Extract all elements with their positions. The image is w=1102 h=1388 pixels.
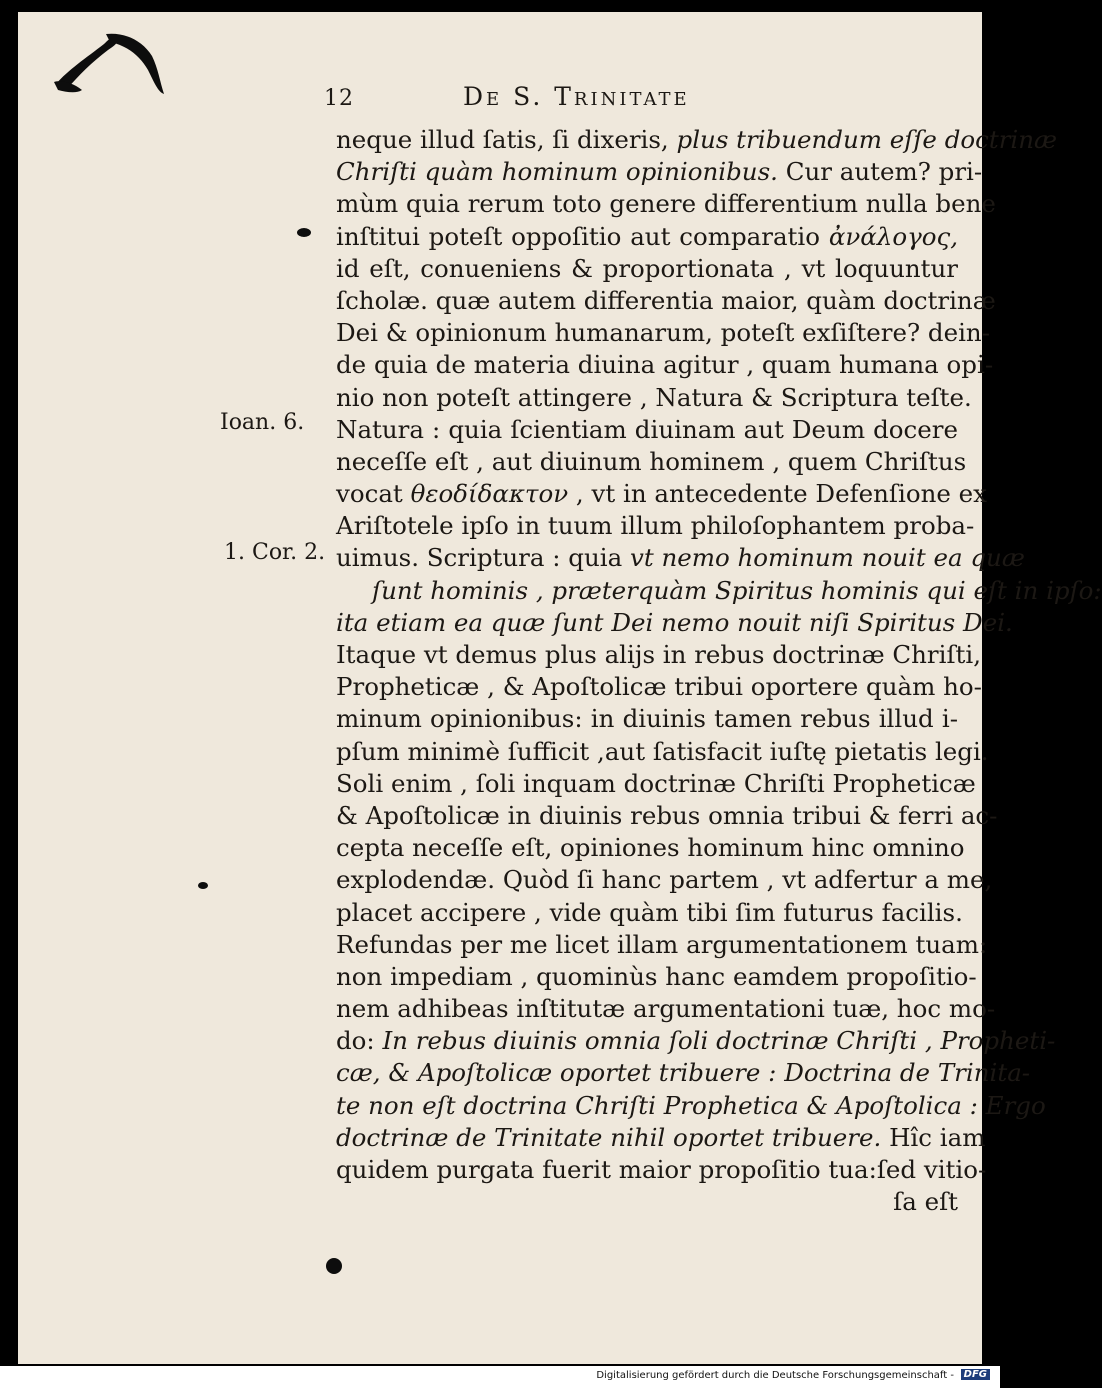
dfg-logo: DFG [961,1369,990,1380]
roman-text: placet accipere , vide quàm tibi ſim futurus facilis. [336,897,963,927]
roman-text: Ariſtotele ipſo in tuum illum philoſophantem proba- [336,511,975,541]
page-number: 12 [324,86,354,111]
roman-text: Itaque vt demus plus alijs in rebus doctrinæ Chriſti, [336,640,981,669]
text-line [336,993,996,1025]
main-text-block [336,124,1102,1218]
text-line [336,478,987,510]
italic-text: plus tribuendum eſſe doctrinæ [676,125,1058,154]
text-line [336,1122,986,1154]
roman-text: non impediam , quominùs hanc eamdem propoſitio- [336,961,977,991]
text-line [336,1090,1046,1122]
roman-text: Soli enim , ſoli inquam doctrinæ Chriſti Propheticæ [336,768,976,798]
roman-text: uimus. Scriptura : quia [336,543,630,573]
footer-credit: Digitalisierung gefördert durch die Deutsche Forschungsgemeinschaft - [596,1370,954,1381]
text-line [336,897,963,929]
greek-text: ἀνάλογος, [828,221,958,251]
roman-text: id eſt, conueniens & proportionata , vt loquuntur [336,253,958,283]
roman-text: Dei & opinionum humanarum, poteſt exſiſtere? dein- [336,318,990,348]
text-line [336,188,996,220]
text-line [336,414,958,446]
roman-text: inſtitui poteſt oppoſitio aut comparatio [336,221,829,251]
roman-text: quidem purgata fuerit maior propoſitio tua:ſed vitio- [336,1155,987,1184]
roman-text: vocat [336,479,411,509]
text-line [336,542,1025,574]
running-head: De S. Trinitate [463,82,690,111]
text-line [336,382,972,414]
text-line [336,768,976,800]
text-line [336,800,998,832]
text-line [336,671,982,703]
margin-note-ioan: Ioan. 6. [220,410,305,435]
text-line [336,864,993,896]
text-line [336,832,965,864]
text-line [336,221,958,253]
text-line [336,510,975,542]
greek-text: θεοδίδακτον [410,479,569,509]
text-line [336,1154,987,1186]
text-line [336,1025,1056,1057]
roman-text: mùm quia rerum toto genere differentium nulla bene [336,189,996,219]
roman-text: neceſſe eſt , aut diuinum hominem , quem Chriſtus [336,446,967,476]
italic-text: vt nemo hominum nouit ea quæ [629,543,1025,573]
roman-text: ſcholæ. quæ autem differentia maior, quàm doctrinæ [336,285,996,315]
text-line [336,317,990,349]
text-line [336,703,958,735]
text-line [336,639,981,671]
roman-text: Cur autem? pri- [777,157,983,187]
roman-text: minum opinionibus: in diuinis tamen rebus illud i- [336,704,958,734]
text-line [336,736,989,768]
roman-text: de quia de materia diuina agitur , quam humana opi- [336,350,994,380]
roman-text: & Apoſtolicæ in diuinis rebus omnia tribui & ferri ac- [336,800,998,830]
roman-text: Natura : quia ſcientiam diuinam aut Deum docere [336,414,958,444]
text-line [336,285,996,317]
roman-text: cepta neceſſe eſt, opiniones hominum hinc omnino [336,833,965,863]
text-line [336,575,1102,607]
text-line [336,156,983,188]
text-line [336,1057,1031,1089]
text-line [336,124,1058,156]
text-line [336,961,977,993]
margin-note-cor: 1. Cor. 2. [224,540,326,565]
text-line [336,446,967,478]
ink-spot [198,882,208,889]
roman-text: Propheticæ , & Apoſtolicæ tribui oportere quàm ho- [336,672,982,702]
italic-text: cæ, & Apoſtolicæ oportet tribuere : Doctrina de Trinita- [336,1058,1031,1088]
roman-text: nio non poteſt attingere , Natura & Scriptura teſte. [336,382,972,412]
italic-text: Chriſti quàm hominum opinionibus. [336,157,778,187]
ink-spot [297,228,311,237]
text-line [336,607,1013,639]
text-line [336,929,988,961]
text-line [336,349,994,381]
roman-text: neque illud ſatis, ſi dixeris, [336,125,677,154]
italic-text: In rebus diuinis omnia ſoli doctrinæ Chriſti , Propheti- [382,1026,1056,1056]
italic-text: te non eſt doctrina Chriſti Prophetica & Apoſtolica : Ergo [336,1090,1046,1120]
ink-blot-mark [46,22,176,112]
italic-text: ſunt hominis , præterquàm Spiritus hominis qui eſt in ipſo: [372,575,1102,605]
text-line [336,1186,958,1218]
italic-text: ita etiam ea quæ ſunt Dei nemo nouit niſi Spiritus Dei. [336,607,1013,637]
roman-text: nem adhibeas inſtitutæ argumentationi tuæ, hoc mo- [336,994,996,1024]
roman-text: pſum minimè ſufficit ,aut ſatisfacit iuſtę pietatis legi. [336,736,989,766]
roman-text: Hîc iam [881,1122,986,1152]
roman-text: , vt in antecedente Defenſione ex [568,479,987,509]
text-line [336,253,958,285]
roman-text: do: [336,1026,383,1056]
roman-text: ſa eſt [893,1187,958,1217]
book-page [18,12,1102,1364]
italic-text: doctrinæ de Trinitate nihil oportet tribuere. [336,1122,882,1152]
roman-text: Refundas per me licet illam argumentationem tuam: [336,929,988,959]
ink-spot [326,1258,342,1274]
digitization-footer [0,1366,1000,1388]
roman-text: explodendæ. Quòd ſi hanc partem , vt adfertur a me, [336,865,993,895]
